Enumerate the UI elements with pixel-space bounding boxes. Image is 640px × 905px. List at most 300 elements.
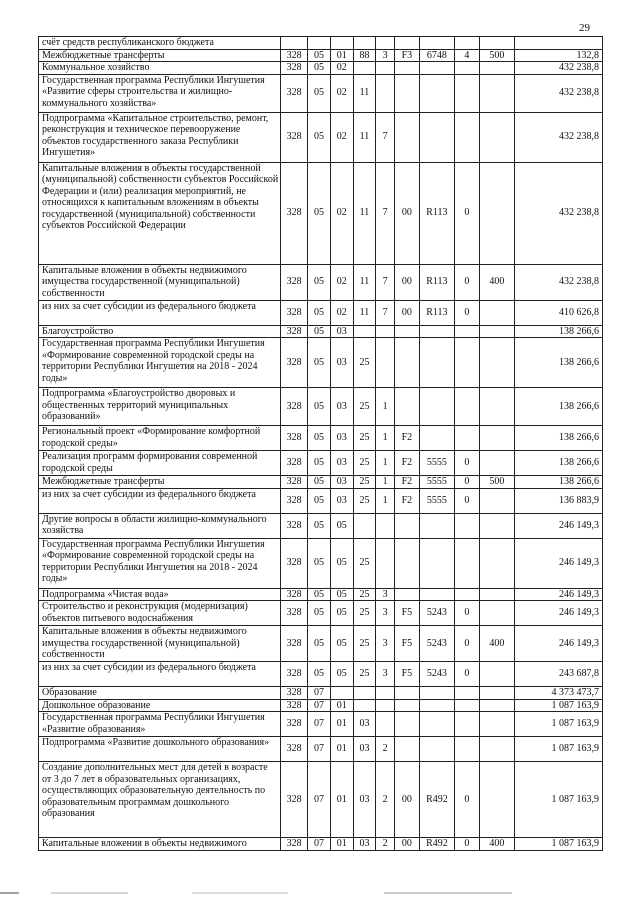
amount: 138 266,6 (514, 338, 602, 388)
code-section: 07 (308, 687, 331, 700)
code-type (479, 712, 514, 737)
code-subprogram: 2 (376, 737, 395, 762)
code-extra: 0 (454, 300, 479, 325)
code-expense (419, 338, 454, 388)
code-extra (454, 388, 479, 426)
code-subprogram: 1 (376, 426, 395, 451)
code-type (479, 300, 514, 325)
code-expense: 6748 (419, 49, 454, 62)
row-name: Государственная программа Республики Ингушетия «Формирование современной городской среды на территории Республики Ингушетия на 2018 - 2024 годы» (39, 338, 281, 388)
code-section: 05 (308, 112, 331, 162)
row-name: Капитальные вложения в объекты недвижимого имущества государственной (муниципальной) собственности (39, 626, 281, 662)
table-row (39, 388, 603, 426)
code-grbs: 328 (281, 699, 308, 712)
code-program: 03 (353, 838, 376, 851)
code-section: 05 (308, 62, 331, 75)
code-direction: F2 (394, 488, 419, 513)
code-program: 88 (353, 49, 376, 62)
table-row (39, 488, 603, 513)
row-name: из них за счет субсидии из федерального бюджета (39, 300, 281, 325)
row-name: Подпрограмма «Благоустройство дворовых и общественных территорий муниципальных образований» (39, 388, 281, 426)
code-subprogram: 3 (376, 49, 395, 62)
code-grbs: 328 (281, 62, 308, 75)
code-grbs: 328 (281, 426, 308, 451)
code-grbs: 328 (281, 737, 308, 762)
row-name: Коммунальное хозяйство (39, 62, 281, 75)
code-type (479, 588, 514, 601)
code-type (479, 538, 514, 588)
code-extra (454, 74, 479, 112)
amount: 246 149,3 (514, 601, 602, 626)
code-direction (394, 388, 419, 426)
code-subprogram: 2 (376, 762, 395, 838)
amount: 246 149,3 (514, 626, 602, 662)
code-grbs: 328 (281, 338, 308, 388)
table-row (39, 74, 603, 112)
amount (514, 37, 602, 50)
table-row (39, 513, 603, 538)
table-row (39, 49, 603, 62)
code-subsection (330, 687, 353, 700)
amount: 132,8 (514, 49, 602, 62)
code-program: 03 (353, 712, 376, 737)
code-program (353, 37, 376, 50)
amount: 246 149,3 (514, 588, 602, 601)
code-expense: 5555 (419, 476, 454, 489)
code-subsection: 03 (330, 476, 353, 489)
code-direction: F5 (394, 662, 419, 687)
code-subprogram: 7 (376, 264, 395, 300)
code-extra (454, 538, 479, 588)
row-name: счёт средств республиканского бюджета (39, 37, 281, 50)
scan-artifact (0, 892, 640, 894)
code-direction (394, 538, 419, 588)
code-section: 05 (308, 264, 331, 300)
table-row (39, 538, 603, 588)
table-row (39, 601, 603, 626)
code-extra: 0 (454, 601, 479, 626)
amount: 138 266,6 (514, 476, 602, 489)
code-expense: 5243 (419, 626, 454, 662)
code-section: 07 (308, 838, 331, 851)
code-grbs: 328 (281, 662, 308, 687)
code-subsection: 02 (330, 62, 353, 75)
code-section: 07 (308, 737, 331, 762)
code-grbs: 328 (281, 162, 308, 264)
code-extra: 0 (454, 626, 479, 662)
code-section: 07 (308, 762, 331, 838)
code-grbs: 328 (281, 49, 308, 62)
table-row (39, 699, 603, 712)
code-direction: 00 (394, 264, 419, 300)
code-extra: 0 (454, 838, 479, 851)
code-grbs: 328 (281, 762, 308, 838)
row-name: Государственная программа Республики Ингушетия «Развитие сферы строительства и жилищно-коммунального хозяйства» (39, 74, 281, 112)
code-section: 05 (308, 162, 331, 264)
code-program: 25 (353, 538, 376, 588)
code-program: 25 (353, 338, 376, 388)
code-subsection: 02 (330, 264, 353, 300)
code-expense (419, 699, 454, 712)
code-expense: R113 (419, 264, 454, 300)
code-section: 07 (308, 712, 331, 737)
code-program: 25 (353, 588, 376, 601)
code-program: 25 (353, 426, 376, 451)
code-grbs: 328 (281, 538, 308, 588)
code-extra: 0 (454, 264, 479, 300)
code-subsection: 03 (330, 488, 353, 513)
code-expense: 5555 (419, 488, 454, 513)
code-expense (419, 112, 454, 162)
code-program (353, 62, 376, 75)
code-subsection: 05 (330, 513, 353, 538)
row-name: Создание дополнительных мест для детей в возрасте от 3 до 7 лет в образовательных организациях, осуществляющих образовательную деятельность по образовательным программам дошкольного образования (39, 762, 281, 838)
code-grbs: 328 (281, 513, 308, 538)
amount: 432 238,8 (514, 112, 602, 162)
code-grbs: 328 (281, 712, 308, 737)
table-body (39, 37, 603, 851)
amount: 432 238,8 (514, 162, 602, 264)
code-expense: R492 (419, 762, 454, 838)
code-section: 05 (308, 513, 331, 538)
code-section: 05 (308, 338, 331, 388)
code-type (479, 162, 514, 264)
amount: 246 149,3 (514, 513, 602, 538)
code-direction (394, 62, 419, 75)
code-type (479, 338, 514, 388)
code-grbs: 328 (281, 300, 308, 325)
code-subsection: 05 (330, 538, 353, 588)
code-grbs: 328 (281, 325, 308, 338)
code-subprogram (376, 712, 395, 737)
code-direction: F2 (394, 451, 419, 476)
code-direction (394, 325, 419, 338)
page-number: 29 (579, 22, 590, 34)
code-subprogram (376, 699, 395, 712)
code-subprogram (376, 538, 395, 588)
amount: 136 883,9 (514, 488, 602, 513)
code-direction: 00 (394, 300, 419, 325)
code-direction: F5 (394, 601, 419, 626)
code-expense (419, 325, 454, 338)
code-extra (454, 687, 479, 700)
row-name: Подпрограмма «Развитие дошкольного образования» (39, 737, 281, 762)
code-subsection: 03 (330, 426, 353, 451)
code-type (479, 325, 514, 338)
code-extra: 0 (454, 476, 479, 489)
code-program: 25 (353, 488, 376, 513)
code-direction: 00 (394, 162, 419, 264)
code-subsection: 02 (330, 300, 353, 325)
amount: 1 087 163,9 (514, 762, 602, 838)
code-section: 05 (308, 601, 331, 626)
amount: 410 626,8 (514, 300, 602, 325)
code-direction (394, 37, 419, 50)
code-direction: F2 (394, 426, 419, 451)
code-extra: 0 (454, 451, 479, 476)
code-direction: F2 (394, 476, 419, 489)
code-subsection: 02 (330, 162, 353, 264)
code-type (479, 451, 514, 476)
amount: 1 087 163,9 (514, 699, 602, 712)
row-name: Благоустройство (39, 325, 281, 338)
code-program: 25 (353, 662, 376, 687)
code-section: 05 (308, 538, 331, 588)
code-type (479, 62, 514, 75)
code-type (479, 737, 514, 762)
code-subprogram (376, 325, 395, 338)
code-expense (419, 538, 454, 588)
code-program: 25 (353, 476, 376, 489)
code-subprogram (376, 513, 395, 538)
code-subsection: 01 (330, 737, 353, 762)
code-extra: 0 (454, 488, 479, 513)
amount: 138 266,6 (514, 451, 602, 476)
budget-table (38, 36, 603, 851)
table-row (39, 162, 603, 264)
table-row (39, 476, 603, 489)
code-subsection (330, 37, 353, 50)
code-subsection: 03 (330, 451, 353, 476)
row-name: Другие вопросы в области жилищно-коммунального хозяйства (39, 513, 281, 538)
code-program: 11 (353, 74, 376, 112)
code-expense (419, 588, 454, 601)
code-section: 05 (308, 325, 331, 338)
code-subprogram (376, 687, 395, 700)
code-subsection: 01 (330, 762, 353, 838)
code-program: 11 (353, 112, 376, 162)
code-section: 05 (308, 451, 331, 476)
code-section: 05 (308, 426, 331, 451)
code-expense (419, 687, 454, 700)
code-expense (419, 37, 454, 50)
code-direction (394, 712, 419, 737)
code-extra: 0 (454, 762, 479, 838)
code-type: 500 (479, 476, 514, 489)
row-name: Капитальные вложения в объекты государственной (муниципальной) собственности субъектов Российской Федерации и (или) реализация мероприятий, не относящихся к капитальным вложениям в объекты государственной (муниципальной) собственности субъектов Российской Федерации (39, 162, 281, 264)
code-expense: 5555 (419, 451, 454, 476)
code-extra (454, 699, 479, 712)
code-extra (454, 112, 479, 162)
code-expense (419, 74, 454, 112)
code-grbs: 328 (281, 74, 308, 112)
code-type: 400 (479, 264, 514, 300)
code-subsection: 05 (330, 588, 353, 601)
code-section: 05 (308, 476, 331, 489)
code-expense: R492 (419, 838, 454, 851)
code-subsection: 01 (330, 838, 353, 851)
code-subsection: 05 (330, 662, 353, 687)
table-row (39, 300, 603, 325)
code-grbs (281, 37, 308, 50)
table-row (39, 426, 603, 451)
amount: 243 687,8 (514, 662, 602, 687)
code-section: 05 (308, 588, 331, 601)
code-extra (454, 737, 479, 762)
table-row (39, 712, 603, 737)
code-subsection: 03 (330, 338, 353, 388)
code-type (479, 699, 514, 712)
code-type: 500 (479, 49, 514, 62)
amount: 1 087 163,9 (514, 737, 602, 762)
code-type (479, 488, 514, 513)
row-name: Государственная программа Республики Ингушетия «Развитие образования» (39, 712, 281, 737)
code-subsection: 02 (330, 112, 353, 162)
code-extra (454, 325, 479, 338)
code-subprogram: 7 (376, 112, 395, 162)
row-name: из них за счет субсидии из федерального бюджета (39, 488, 281, 513)
code-grbs: 328 (281, 476, 308, 489)
code-expense (419, 426, 454, 451)
code-direction: 00 (394, 838, 419, 851)
row-name: Капитальные вложения в объекты недвижимого (39, 838, 281, 851)
code-section: 05 (308, 300, 331, 325)
row-name: Подпрограмма «Чистая вода» (39, 588, 281, 601)
table-row (39, 762, 603, 838)
code-program: 03 (353, 737, 376, 762)
code-grbs: 328 (281, 838, 308, 851)
code-expense (419, 737, 454, 762)
code-type (479, 601, 514, 626)
code-section: 05 (308, 626, 331, 662)
code-section: 07 (308, 699, 331, 712)
code-section (308, 37, 331, 50)
code-type (479, 762, 514, 838)
code-grbs: 328 (281, 626, 308, 662)
code-program: 11 (353, 264, 376, 300)
table-row (39, 662, 603, 687)
code-expense: 5243 (419, 662, 454, 687)
code-extra (454, 338, 479, 388)
table-row (39, 37, 603, 50)
code-section: 05 (308, 662, 331, 687)
code-type: 400 (479, 838, 514, 851)
code-program: 25 (353, 451, 376, 476)
code-type (479, 662, 514, 687)
code-section: 05 (308, 488, 331, 513)
amount: 432 238,8 (514, 264, 602, 300)
code-subprogram: 7 (376, 162, 395, 264)
code-grbs: 328 (281, 601, 308, 626)
code-direction: F3 (394, 49, 419, 62)
code-subprogram: 1 (376, 488, 395, 513)
code-direction (394, 737, 419, 762)
row-name: из них за счет субсидии из федерального бюджета (39, 662, 281, 687)
code-grbs: 328 (281, 588, 308, 601)
amount: 1 087 163,9 (514, 712, 602, 737)
code-subsection: 02 (330, 74, 353, 112)
amount: 138 266,6 (514, 325, 602, 338)
code-subprogram: 1 (376, 451, 395, 476)
code-extra: 0 (454, 162, 479, 264)
code-program: 11 (353, 162, 376, 264)
code-expense (419, 712, 454, 737)
code-type (479, 687, 514, 700)
code-subsection: 05 (330, 601, 353, 626)
table-row (39, 451, 603, 476)
table-row (39, 838, 603, 851)
row-name: Подпрограмма «Капитальное строительство, ремонт, реконструкция и техническое перевооружение объектов государственного заказа Республики Ингушетия» (39, 112, 281, 162)
code-type (479, 37, 514, 50)
code-grbs: 328 (281, 264, 308, 300)
code-extra (454, 426, 479, 451)
code-subsection: 03 (330, 325, 353, 338)
table-row (39, 62, 603, 75)
code-expense: R113 (419, 300, 454, 325)
code-direction: F5 (394, 626, 419, 662)
code-program (353, 699, 376, 712)
code-subsection: 01 (330, 49, 353, 62)
table-row (39, 737, 603, 762)
code-extra (454, 62, 479, 75)
amount: 1 087 163,9 (514, 838, 602, 851)
code-program: 11 (353, 300, 376, 325)
code-extra (454, 588, 479, 601)
code-subprogram: 3 (376, 662, 395, 687)
table-row (39, 338, 603, 388)
amount: 246 149,3 (514, 538, 602, 588)
code-expense: 5243 (419, 601, 454, 626)
code-grbs: 328 (281, 451, 308, 476)
amount: 138 266,6 (514, 426, 602, 451)
row-name: Межбюджетные трансферты (39, 476, 281, 489)
code-subprogram (376, 338, 395, 388)
code-direction (394, 687, 419, 700)
code-subprogram: 1 (376, 476, 395, 489)
code-grbs: 328 (281, 388, 308, 426)
code-extra (454, 513, 479, 538)
code-type (479, 513, 514, 538)
code-extra (454, 712, 479, 737)
code-type (479, 426, 514, 451)
code-subsection: 03 (330, 388, 353, 426)
code-program: 25 (353, 626, 376, 662)
code-program (353, 513, 376, 538)
amount: 138 266,6 (514, 388, 602, 426)
code-type (479, 74, 514, 112)
code-grbs: 328 (281, 488, 308, 513)
code-type: 400 (479, 626, 514, 662)
code-expense: R113 (419, 162, 454, 264)
code-extra (454, 37, 479, 50)
row-name: Дошкольное образование (39, 699, 281, 712)
amount: 4 373 473,7 (514, 687, 602, 700)
code-subprogram (376, 37, 395, 50)
code-subprogram: 3 (376, 588, 395, 601)
code-section: 05 (308, 49, 331, 62)
code-direction: 00 (394, 762, 419, 838)
code-program: 25 (353, 601, 376, 626)
table-row (39, 687, 603, 700)
amount: 432 238,8 (514, 74, 602, 112)
row-name: Реализация программ формирования современной городской среды (39, 451, 281, 476)
code-direction (394, 338, 419, 388)
row-name: Государственная программа Республики Ингушетия «Формирование современной городской среды на территории Республики Ингушетия на 2018 - 2024 годы» (39, 538, 281, 588)
row-name: Региональный проект «Формирование комфортной городской среды» (39, 426, 281, 451)
row-name: Строительство и реконструкция (модернизация) объектов питьевого водоснабжения (39, 601, 281, 626)
row-name: Капитальные вложения в объекты недвижимого имущества государственной (муниципальной) собственности (39, 264, 281, 300)
code-program: 25 (353, 388, 376, 426)
code-subprogram: 2 (376, 838, 395, 851)
code-expense (419, 62, 454, 75)
code-extra: 4 (454, 49, 479, 62)
code-subsection: 01 (330, 699, 353, 712)
code-subprogram: 1 (376, 388, 395, 426)
code-subprogram: 3 (376, 626, 395, 662)
code-direction (394, 699, 419, 712)
row-name: Межбюджетные трансферты (39, 49, 281, 62)
code-direction (394, 112, 419, 162)
